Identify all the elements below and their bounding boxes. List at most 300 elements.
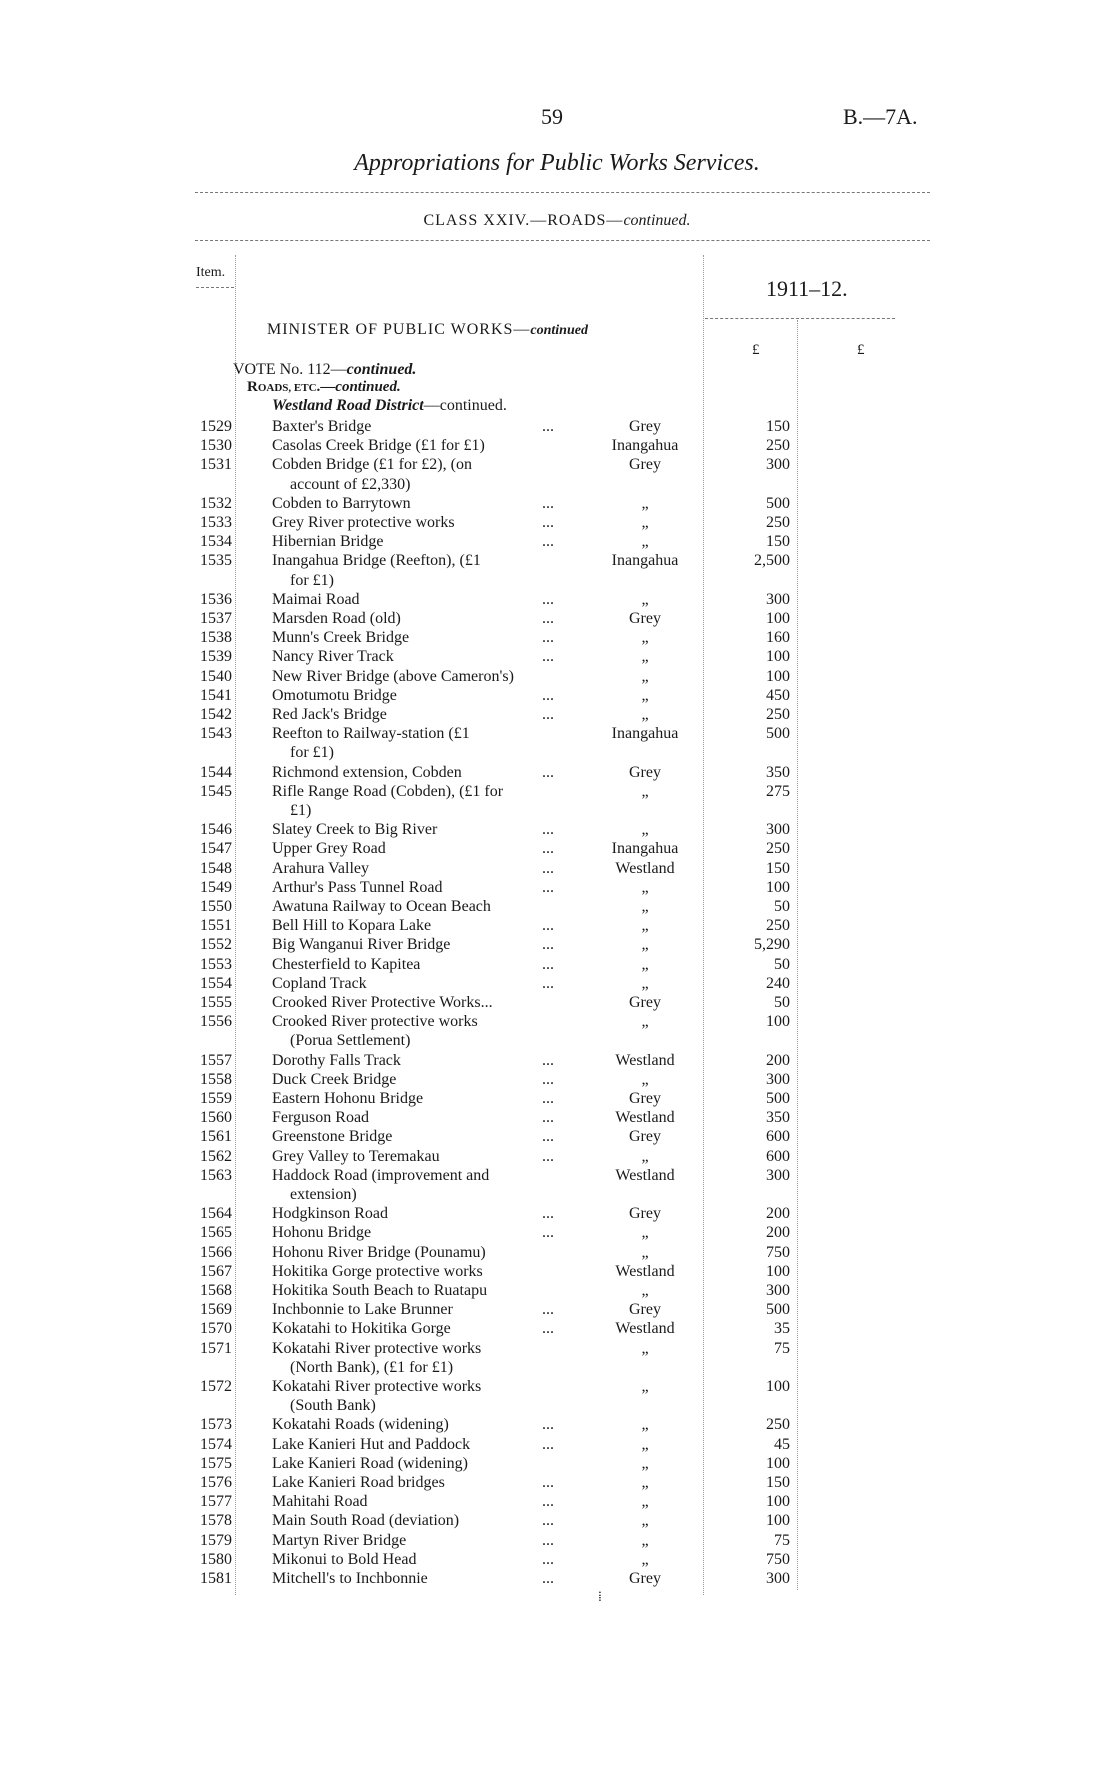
item-name bbox=[272, 878, 565, 897]
item-name-text: Awatuna Railway to Ocean Beach bbox=[272, 898, 491, 915]
item-name-text: New River Bridge (above Cameron's) bbox=[272, 667, 514, 685]
class-label: CLASS XXIV.—ROADS— bbox=[423, 212, 624, 229]
year-heading: 1911–12. bbox=[766, 276, 848, 301]
table-row bbox=[0, 551, 1114, 570]
item-amount: 200 bbox=[766, 1205, 790, 1223]
item-district: Westland bbox=[615, 859, 675, 877]
item-name bbox=[272, 1166, 565, 1185]
item-number: 1531 bbox=[200, 456, 232, 474]
item-district: „ bbox=[641, 974, 649, 992]
item-name-text: Munn's Creek Bridge bbox=[272, 629, 410, 647]
item-district: „ bbox=[641, 1531, 649, 1549]
item-district: „ bbox=[641, 821, 649, 839]
item-name-text: Main South Road (deviation) bbox=[272, 1512, 460, 1530]
item-amount: 250 bbox=[766, 917, 790, 935]
item-district: „ bbox=[641, 1282, 649, 1299]
leader-dots: ... bbox=[542, 974, 554, 992]
table-row bbox=[0, 417, 1114, 436]
table-row bbox=[0, 1204, 1114, 1223]
item-amount: 500 bbox=[766, 1090, 790, 1107]
item-name bbox=[272, 455, 565, 474]
leader-dots: ... bbox=[542, 1435, 554, 1453]
item-number: 1570 bbox=[200, 1320, 232, 1338]
item-amount: 2,500 bbox=[754, 552, 790, 570]
item-amount: 45 bbox=[774, 1435, 790, 1453]
item-amount: 100 bbox=[766, 1454, 790, 1472]
table-row bbox=[0, 859, 1114, 878]
item-number: 1581 bbox=[200, 1570, 232, 1587]
currency-symbol-1: £ bbox=[752, 342, 760, 358]
item-amount: 350 bbox=[766, 1109, 790, 1127]
item-name-text: Kokatahi to Hokitika Gorge bbox=[272, 1320, 451, 1338]
table-row bbox=[0, 1108, 1114, 1127]
leader-dots: ... bbox=[542, 1109, 554, 1127]
class-heading bbox=[0, 212, 1114, 230]
item-amount: 100 bbox=[766, 1512, 790, 1530]
leader-dots: ... bbox=[542, 1205, 554, 1223]
item-district: Westland bbox=[615, 1262, 675, 1280]
item-number: 1540 bbox=[200, 667, 232, 685]
item-name bbox=[272, 839, 565, 858]
vote-label: VOTE No. 112— bbox=[233, 361, 347, 378]
item-number: 1543 bbox=[200, 725, 232, 743]
item-number: 1530 bbox=[200, 437, 232, 455]
leader-dots: ... bbox=[542, 494, 554, 512]
item-number: 1577 bbox=[200, 1493, 232, 1511]
table-row bbox=[0, 820, 1114, 839]
item-district: Grey bbox=[629, 1570, 661, 1587]
item-name-text: Greenstone Bridge bbox=[272, 1128, 393, 1146]
leader-dots: ... bbox=[542, 1090, 554, 1107]
table-row bbox=[0, 1435, 1114, 1454]
leader-dots: ... bbox=[542, 1224, 554, 1242]
page-number: 59 bbox=[541, 104, 563, 129]
item-number: 1548 bbox=[200, 859, 232, 877]
item-district: „ bbox=[641, 1147, 649, 1165]
item-amount: 100 bbox=[766, 648, 790, 666]
item-name bbox=[272, 1262, 565, 1281]
table-row bbox=[0, 1127, 1114, 1146]
item-district: Grey bbox=[629, 456, 661, 474]
item-number: 1569 bbox=[200, 1301, 232, 1319]
item-number: 1564 bbox=[200, 1205, 232, 1223]
item-district: Westland bbox=[615, 1051, 675, 1069]
leader-dots: ... bbox=[542, 936, 554, 954]
item-district: „ bbox=[641, 898, 649, 915]
table-row bbox=[0, 609, 1114, 628]
item-amount: 50 bbox=[774, 994, 790, 1011]
item-name-text: Grey River protective works bbox=[272, 514, 455, 531]
item-name bbox=[272, 1108, 565, 1127]
item-district: Grey bbox=[629, 610, 661, 627]
item-amount: 150 bbox=[766, 533, 790, 551]
table-row bbox=[0, 993, 1114, 1012]
item-number: 1558 bbox=[200, 1070, 232, 1088]
item-name-text: Marsden Road (old) bbox=[272, 610, 401, 627]
item-name bbox=[272, 1415, 565, 1434]
leader-dots: ... bbox=[542, 610, 554, 627]
roads-heading bbox=[247, 379, 401, 396]
item-district: Westland bbox=[615, 1320, 675, 1338]
item-name-text: Inchbonnie to Lake Brunner bbox=[272, 1301, 453, 1319]
item-district: Grey bbox=[629, 994, 661, 1011]
item-name-text: Cobden Bridge (£1 for £2), (on bbox=[272, 456, 472, 474]
item-name bbox=[272, 1339, 565, 1358]
item-number: 1542 bbox=[200, 706, 232, 723]
item-number: 1556 bbox=[200, 1013, 232, 1031]
item-name bbox=[272, 955, 565, 974]
item-name-text: Upper Grey Road bbox=[272, 840, 386, 858]
item-name-continuation: (South Bank) bbox=[290, 1397, 376, 1415]
leader-dots: ... bbox=[542, 706, 554, 723]
item-name-text: Maimai Road bbox=[272, 590, 360, 608]
table-row bbox=[0, 955, 1114, 974]
table-row bbox=[0, 1473, 1114, 1492]
item-amount: 250 bbox=[766, 437, 790, 455]
item-name-text: Richmond extension, Cobden bbox=[272, 763, 462, 781]
item-district: Grey bbox=[629, 1205, 661, 1223]
table-row-continuation bbox=[0, 1031, 1114, 1050]
item-name bbox=[272, 1377, 565, 1396]
leader-dots: ... bbox=[542, 917, 554, 935]
table-row bbox=[0, 455, 1114, 474]
item-number: 1533 bbox=[200, 514, 232, 531]
item-number: 1532 bbox=[200, 494, 232, 512]
table-row-continuation bbox=[0, 1396, 1114, 1415]
leader-dots: ... bbox=[542, 1147, 554, 1165]
item-district: „ bbox=[641, 1493, 649, 1511]
table-row bbox=[0, 494, 1114, 513]
item-amount: 500 bbox=[766, 725, 790, 743]
item-name bbox=[272, 667, 565, 686]
table-row bbox=[0, 1243, 1114, 1262]
item-amount: 250 bbox=[766, 840, 790, 858]
item-name bbox=[272, 1070, 565, 1089]
item-district: „ bbox=[641, 1416, 649, 1434]
item-district: „ bbox=[641, 1339, 649, 1357]
item-name bbox=[272, 1531, 565, 1550]
leader-dots: ... bbox=[542, 1320, 554, 1338]
item-number: 1567 bbox=[200, 1262, 232, 1280]
item-name bbox=[272, 436, 565, 455]
item-name-continuation: for £1) bbox=[290, 571, 334, 589]
item-name bbox=[272, 724, 565, 743]
item-number: 1551 bbox=[200, 917, 232, 935]
table-row-continuation bbox=[0, 1358, 1114, 1377]
table-row bbox=[0, 513, 1114, 532]
item-number: 1576 bbox=[200, 1474, 232, 1491]
item-name bbox=[272, 647, 565, 666]
item-district: „ bbox=[641, 917, 649, 935]
item-amount: 500 bbox=[766, 494, 790, 512]
table-row-continuation bbox=[0, 1185, 1114, 1204]
item-number: 1534 bbox=[200, 533, 232, 551]
leader-dots: ... bbox=[542, 629, 554, 647]
item-number: 1571 bbox=[200, 1339, 232, 1357]
item-amount: 450 bbox=[766, 686, 790, 704]
item-name-text: Dorothy Falls Track bbox=[272, 1051, 401, 1069]
table-row bbox=[0, 1415, 1114, 1434]
item-name-text: Mikonui to Bold Head bbox=[272, 1550, 417, 1568]
table-row bbox=[0, 1319, 1114, 1338]
table-row bbox=[0, 1300, 1114, 1319]
table-row bbox=[0, 935, 1114, 954]
item-amount: 300 bbox=[766, 456, 790, 474]
table-row bbox=[0, 1281, 1114, 1300]
item-amount: 100 bbox=[766, 1013, 790, 1031]
item-name-text: Casolas Creek Bridge (£1 for £1) bbox=[272, 437, 485, 455]
table-row bbox=[0, 705, 1114, 724]
item-number: 1565 bbox=[200, 1224, 232, 1242]
item-number: 1563 bbox=[200, 1166, 232, 1184]
item-district: „ bbox=[641, 494, 649, 512]
item-name-text: Red Jack's Bridge bbox=[272, 706, 387, 723]
table-row bbox=[0, 1262, 1114, 1281]
item-name-text: Chesterfield to Kapitea bbox=[272, 955, 421, 973]
leader-dots: ... bbox=[542, 955, 554, 973]
item-name bbox=[272, 1492, 565, 1511]
item-name bbox=[272, 820, 565, 839]
item-name-text: Inangahua Bridge (Reefton), (£1 bbox=[272, 552, 481, 570]
table-row bbox=[0, 839, 1114, 858]
item-name bbox=[272, 417, 565, 436]
item-amount: 250 bbox=[766, 1416, 790, 1434]
item-name bbox=[272, 763, 565, 782]
table-row bbox=[0, 590, 1114, 609]
table-row bbox=[0, 1377, 1114, 1396]
item-name-text: Mahitahi Road bbox=[272, 1493, 368, 1511]
leader-dots: ... bbox=[542, 1416, 554, 1434]
item-name bbox=[272, 513, 565, 532]
district-label: Westland Road District bbox=[272, 397, 424, 414]
item-name-text: Ferguson Road bbox=[272, 1109, 370, 1127]
item-amount: 160 bbox=[766, 629, 790, 647]
item-amount: 240 bbox=[766, 974, 790, 992]
item-amount: 300 bbox=[766, 1070, 790, 1088]
table-row bbox=[0, 1492, 1114, 1511]
item-amount: 300 bbox=[766, 1166, 790, 1184]
leader-dots: ... bbox=[542, 1070, 554, 1088]
item-district: „ bbox=[641, 1378, 649, 1395]
class-continued: continued. bbox=[623, 212, 691, 229]
roads-rest: OADS, bbox=[257, 382, 294, 394]
item-name-text: Lake Kanieri Road (widening) bbox=[272, 1454, 468, 1472]
item-number: 1535 bbox=[200, 552, 232, 570]
leader-dots: ... bbox=[542, 1531, 554, 1549]
item-amount: 300 bbox=[766, 1282, 790, 1299]
item-name bbox=[272, 1569, 565, 1588]
item-name-continuation: extension) bbox=[290, 1186, 357, 1203]
item-district: „ bbox=[641, 514, 649, 531]
item-heading-rule bbox=[196, 287, 234, 288]
item-name bbox=[272, 1012, 565, 1031]
item-name-text: Lake Kanieri Road bridges bbox=[272, 1474, 445, 1491]
item-amount: 300 bbox=[766, 1570, 790, 1587]
item-district: „ bbox=[641, 955, 649, 973]
item-name-text: Grey Valley to Teremakau bbox=[272, 1147, 440, 1165]
leader-dots: ... bbox=[542, 1301, 554, 1319]
leader-dots: ... bbox=[542, 1493, 554, 1511]
item-name bbox=[272, 1051, 565, 1070]
item-district: „ bbox=[641, 1435, 649, 1453]
item-name bbox=[272, 609, 565, 628]
item-name-text: Cobden to Barrytown bbox=[272, 494, 411, 512]
item-name-text: Bell Hill to Kopara Lake bbox=[272, 917, 432, 935]
item-name bbox=[272, 782, 565, 801]
item-name-text: Crooked River protective works bbox=[272, 1013, 478, 1031]
page-title: Appropriations for Public Works Services. bbox=[354, 150, 760, 176]
table-row bbox=[0, 628, 1114, 647]
item-number: 1572 bbox=[200, 1378, 232, 1395]
table-row bbox=[0, 667, 1114, 686]
item-amount: 275 bbox=[766, 782, 790, 800]
table-row bbox=[0, 1070, 1114, 1089]
item-number: 1568 bbox=[200, 1282, 232, 1299]
minister-continued: continued bbox=[530, 323, 588, 338]
table-row bbox=[0, 1531, 1114, 1550]
item-amount: 350 bbox=[766, 763, 790, 781]
item-number: 1541 bbox=[200, 686, 232, 704]
item-name-text: Slatey Creek to Big River bbox=[272, 821, 438, 839]
item-name-text: Hokitika Gorge protective works bbox=[272, 1262, 483, 1280]
table-row-continuation bbox=[0, 571, 1114, 590]
item-column-heading: Item. bbox=[196, 265, 226, 280]
table-row bbox=[0, 782, 1114, 801]
table-row bbox=[0, 686, 1114, 705]
item-amount: 200 bbox=[766, 1051, 790, 1069]
roads-etc: ETC bbox=[293, 382, 317, 394]
item-name-text: Reefton to Railway-station (£1 bbox=[272, 725, 470, 743]
item-name-text: Baxter's Bridge bbox=[272, 418, 372, 435]
item-name bbox=[272, 1300, 565, 1319]
item-amount: 200 bbox=[766, 1224, 790, 1242]
item-amount: 150 bbox=[766, 1474, 790, 1491]
leader-dots: ... bbox=[542, 859, 554, 877]
minister-heading bbox=[267, 321, 588, 339]
item-district: „ bbox=[641, 1224, 649, 1242]
item-district: „ bbox=[641, 590, 649, 608]
item-number: 1579 bbox=[200, 1531, 232, 1549]
item-name-continuation: for £1) bbox=[290, 744, 334, 762]
item-name-text: Hohonu River Bridge (Pounamu) bbox=[272, 1243, 486, 1261]
item-district: „ bbox=[641, 1243, 649, 1261]
item-name bbox=[272, 705, 565, 724]
currency-symbol-2: £ bbox=[857, 342, 865, 358]
item-name bbox=[272, 532, 565, 551]
item-name-continuation: (Porua Settlement) bbox=[290, 1032, 411, 1050]
item-name bbox=[272, 1550, 565, 1569]
item-name-continuation: account of £2,330) bbox=[290, 475, 411, 493]
year-rule bbox=[705, 318, 895, 319]
leader-dots: ... bbox=[542, 590, 554, 608]
header-rule bbox=[195, 240, 930, 241]
item-amount: 250 bbox=[766, 706, 790, 723]
item-amount: 300 bbox=[766, 590, 790, 608]
item-district: „ bbox=[641, 1454, 649, 1472]
item-number: 1562 bbox=[200, 1147, 232, 1165]
item-name-text: Hibernian Bridge bbox=[272, 533, 384, 551]
item-name bbox=[272, 1319, 565, 1338]
item-amount: 100 bbox=[766, 667, 790, 685]
item-name-text: Hokitika South Beach to Ruatapu bbox=[272, 1282, 488, 1299]
item-number: 1561 bbox=[200, 1128, 232, 1146]
item-number: 1549 bbox=[200, 878, 232, 896]
item-name bbox=[272, 494, 565, 513]
item-name bbox=[272, 859, 565, 878]
leader-dots: ... bbox=[542, 686, 554, 704]
leader-dots: ... bbox=[542, 878, 554, 896]
table-row bbox=[0, 1012, 1114, 1031]
item-amount: 75 bbox=[774, 1339, 790, 1357]
leader-dots: ... bbox=[542, 533, 554, 551]
item-amount: 300 bbox=[766, 821, 790, 839]
item-district: „ bbox=[641, 1474, 649, 1491]
item-number: 1560 bbox=[200, 1109, 232, 1127]
item-name-text: Eastern Hohonu Bridge bbox=[272, 1090, 424, 1107]
item-district: „ bbox=[641, 1013, 649, 1031]
item-number: 1575 bbox=[200, 1454, 232, 1472]
roads-dash: .— bbox=[316, 379, 336, 395]
item-amount: 100 bbox=[766, 610, 790, 627]
item-amount: 5,290 bbox=[754, 936, 790, 954]
item-amount: 100 bbox=[766, 1262, 790, 1280]
document-reference: B.—7A. bbox=[843, 104, 918, 129]
item-amount: 600 bbox=[766, 1147, 790, 1165]
leader-dots: ... bbox=[542, 1570, 554, 1587]
item-name-continuation: £1) bbox=[290, 802, 312, 819]
item-name bbox=[272, 1473, 565, 1492]
district-heading bbox=[272, 397, 507, 415]
item-name-text: Crooked River Protective Works... bbox=[272, 994, 493, 1011]
item-district: Inangahua bbox=[611, 552, 679, 570]
item-name-text: Kokatahi River protective works bbox=[272, 1378, 482, 1395]
item-amount: 35 bbox=[774, 1320, 790, 1338]
item-district: „ bbox=[641, 648, 649, 666]
table-row bbox=[0, 436, 1114, 455]
item-district: Grey bbox=[629, 763, 661, 781]
item-number: 1550 bbox=[200, 898, 232, 915]
table-row bbox=[0, 1339, 1114, 1358]
item-name bbox=[272, 686, 565, 705]
item-amount: 150 bbox=[766, 859, 790, 877]
table-row bbox=[0, 1089, 1114, 1108]
item-amount: 750 bbox=[766, 1550, 790, 1568]
item-district: „ bbox=[641, 878, 649, 896]
item-number: 1552 bbox=[200, 936, 232, 954]
table-row bbox=[0, 916, 1114, 935]
table-row bbox=[0, 724, 1114, 743]
item-amount: 100 bbox=[766, 878, 790, 896]
item-number: 1578 bbox=[200, 1512, 232, 1530]
table-row-continuation bbox=[0, 801, 1114, 820]
item-number: 1573 bbox=[200, 1416, 232, 1434]
leader-dots: ... bbox=[542, 821, 554, 839]
item-number: 1559 bbox=[200, 1090, 232, 1107]
item-number: 1538 bbox=[200, 629, 232, 647]
item-number: 1566 bbox=[200, 1243, 232, 1261]
item-district: „ bbox=[641, 667, 649, 685]
item-amount: 100 bbox=[766, 1493, 790, 1511]
item-district: „ bbox=[641, 686, 649, 704]
item-name bbox=[272, 974, 565, 993]
table-row bbox=[0, 647, 1114, 666]
item-number: 1555 bbox=[200, 994, 232, 1011]
item-name bbox=[272, 1127, 565, 1146]
leader-dots: ... bbox=[542, 648, 554, 666]
item-district: „ bbox=[641, 533, 649, 551]
leader-dots: ... bbox=[542, 763, 554, 781]
item-number: 1536 bbox=[200, 590, 232, 608]
